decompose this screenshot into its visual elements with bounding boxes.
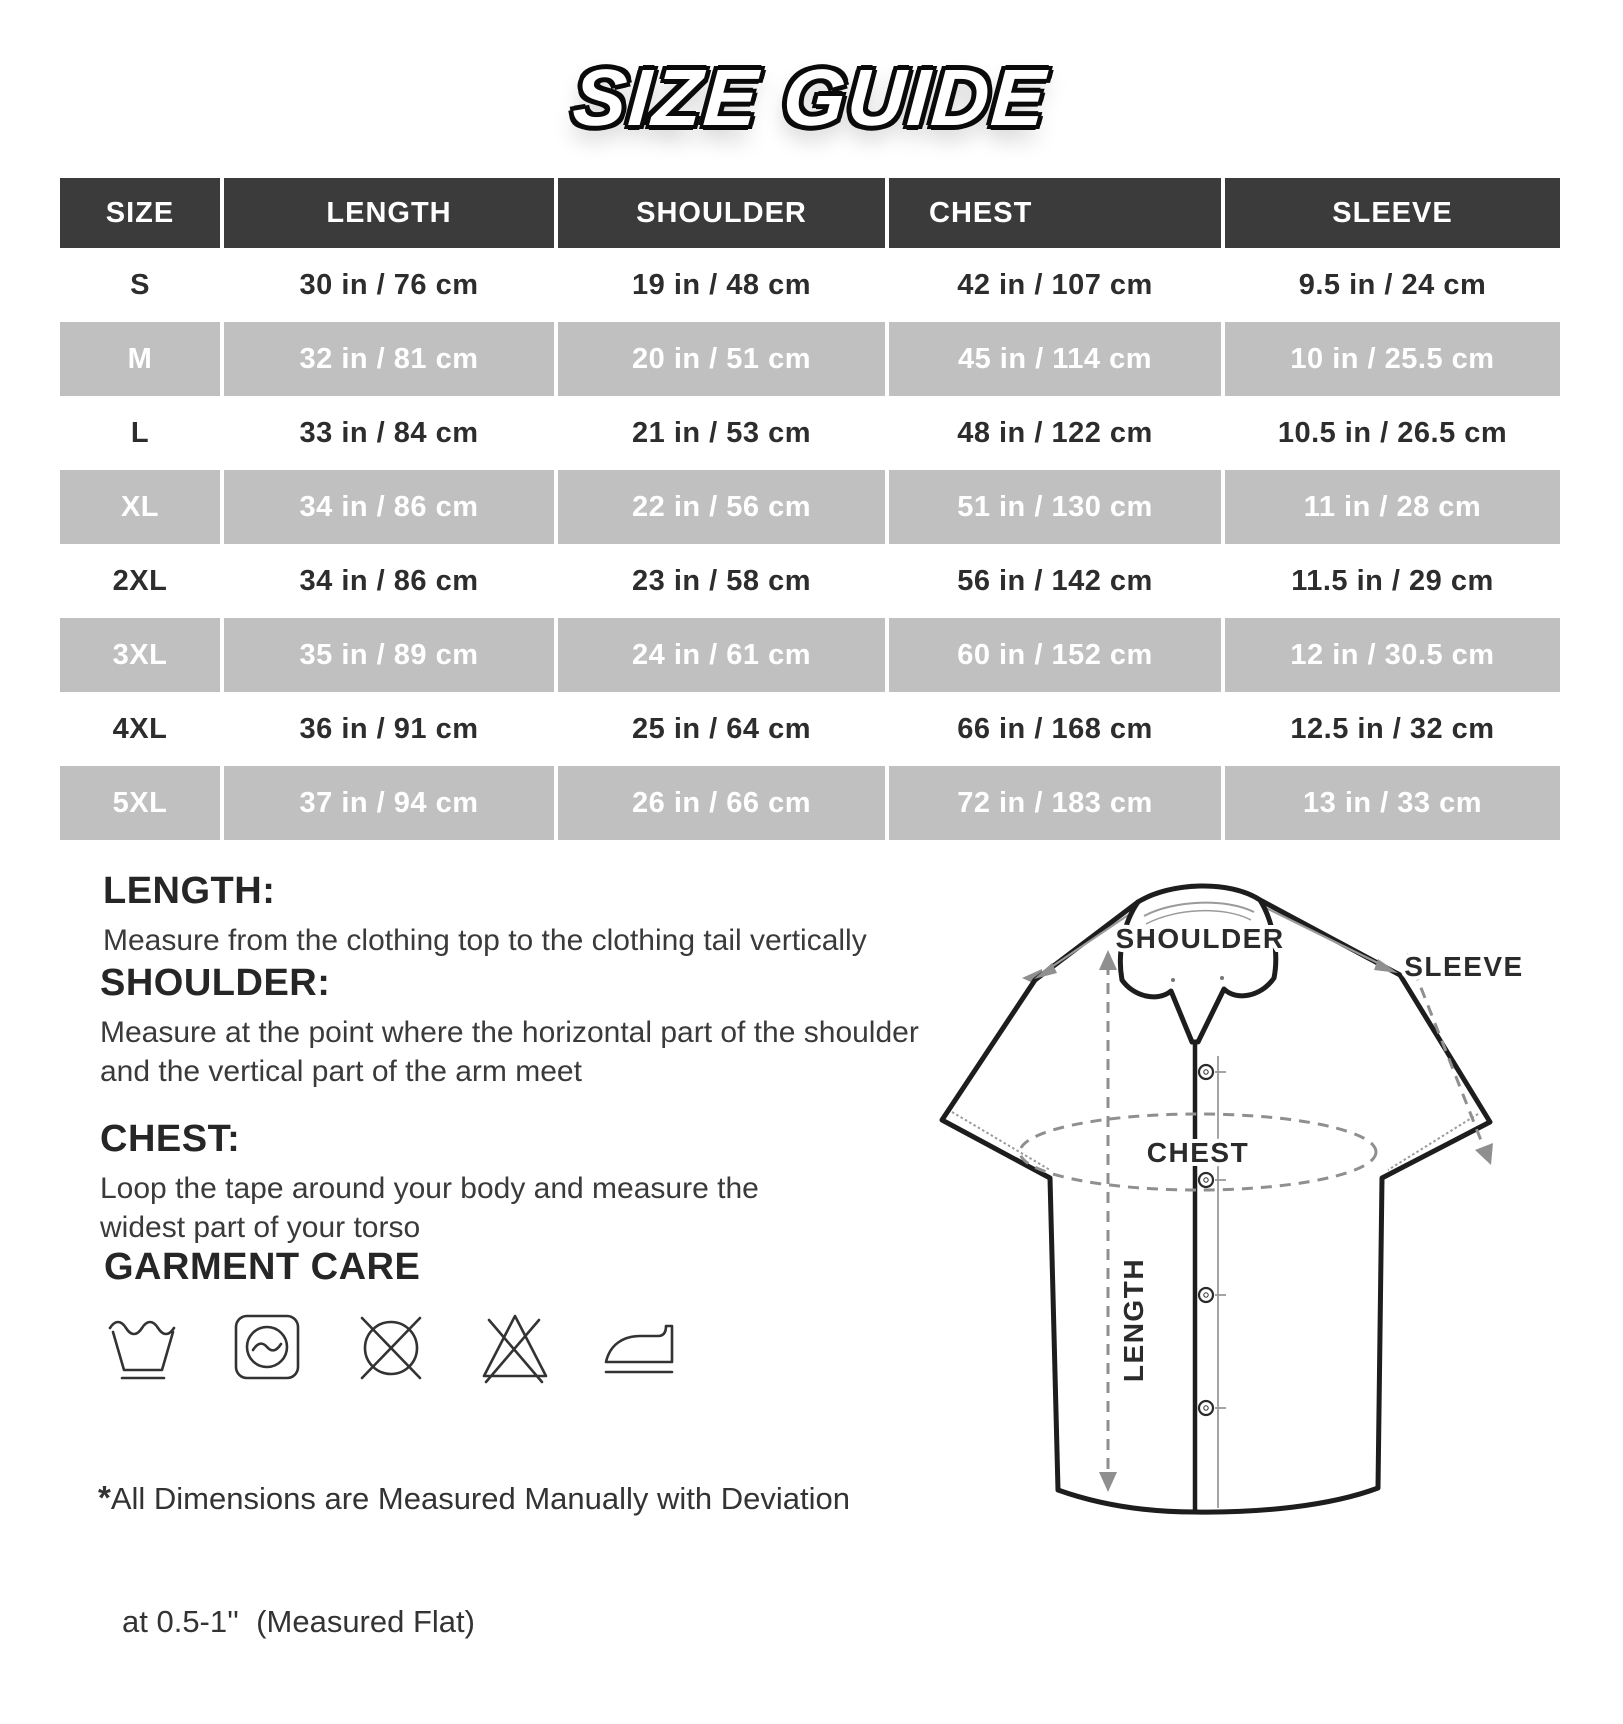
- cell-size: 3XL: [60, 618, 220, 692]
- cell-chest: 72 in / 183 cm: [889, 766, 1221, 840]
- cell-shoulder: 22 in / 56 cm: [558, 470, 885, 544]
- table-row: [60, 692, 1560, 766]
- cell-length: 34 in / 86 cm: [299, 564, 479, 597]
- sleeve-arrow-bottom: [1475, 1143, 1493, 1165]
- cell-size: 2XL: [112, 564, 168, 597]
- column-header-shoulder: SHOULDER: [558, 178, 885, 248]
- do-not-bleach-icon: [476, 1306, 556, 1390]
- cell-chest: 45 in / 114 cm: [889, 322, 1221, 396]
- section-length-heading: LENGTH:: [103, 870, 276, 912]
- table-row: [60, 396, 1560, 470]
- cell-sleeve: 12 in / 30.5 cm: [1225, 618, 1560, 692]
- cell-size: 4XL: [112, 712, 168, 745]
- cell-chest: 51 in / 130 cm: [889, 470, 1221, 544]
- disclaimer-star: *: [98, 1478, 111, 1516]
- section-chest: [100, 1118, 760, 1247]
- cell-sleeve: 12.5 in / 32 cm: [1290, 712, 1495, 745]
- cell-shoulder: 19 in / 48 cm: [632, 268, 811, 301]
- section-chest-heading: CHEST:: [100, 1118, 241, 1160]
- cell-chest: 48 in / 122 cm: [957, 416, 1153, 449]
- column-header-sleeve: SLEEVE: [1225, 178, 1560, 248]
- cell-length: 35 in / 89 cm: [224, 618, 554, 692]
- table-row: [60, 766, 1560, 840]
- cell-chest: 56 in / 142 cm: [957, 564, 1153, 597]
- cell-length: 36 in / 91 cm: [299, 712, 479, 745]
- cell-size: S: [130, 268, 150, 301]
- tumble-dry-icon: [228, 1306, 308, 1390]
- cell-sleeve: 13 in / 33 cm: [1225, 766, 1560, 840]
- cell-length: 33 in / 84 cm: [299, 416, 479, 449]
- cell-chest: 42 in / 107 cm: [957, 268, 1153, 301]
- cell-sleeve: 11 in / 28 cm: [1225, 470, 1560, 544]
- size-table-body: [60, 248, 1560, 840]
- cell-sleeve: 9.5 in / 24 cm: [1298, 268, 1487, 301]
- disclaimer-line2: at 0.5-1'' (Measured Flat): [122, 1603, 475, 1639]
- cell-sleeve: 11.5 in / 29 cm: [1291, 564, 1494, 597]
- column-header-length: LENGTH: [224, 178, 554, 248]
- table-row: [60, 618, 1560, 692]
- table-row: [60, 322, 1560, 396]
- cell-chest: 66 in / 168 cm: [957, 712, 1153, 745]
- iron-icon: [600, 1306, 680, 1390]
- cell-size: L: [130, 416, 150, 449]
- sleeve-label: SLEEVE: [1404, 951, 1524, 982]
- cell-size: M: [60, 322, 220, 396]
- disclaimer: [98, 1394, 998, 1724]
- chest-label: CHEST: [1146, 1137, 1250, 1168]
- shirt-diagram: [930, 860, 1570, 1560]
- section-shoulder: [100, 962, 940, 1091]
- table-row: [60, 470, 1560, 544]
- cell-shoulder: 24 in / 61 cm: [558, 618, 885, 692]
- column-header-chest: CHEST: [889, 178, 1221, 248]
- table-row: [60, 544, 1560, 618]
- section-chest-body: Loop the tape around your body and measure the widest part of your torso: [100, 1172, 759, 1244]
- page-title: SIZE GUIDE: [570, 53, 1050, 142]
- disclaimer-line1: All Dimensions are Measured Manually with Deviation: [110, 1480, 850, 1516]
- table-header-row: [60, 178, 1560, 248]
- size-table: [60, 178, 1560, 840]
- cell-shoulder: 26 in / 66 cm: [558, 766, 885, 840]
- cell-shoulder: 21 in / 53 cm: [632, 416, 811, 449]
- section-length-body: Measure from the clothing top to the clothing tail vertically: [103, 924, 867, 957]
- cell-shoulder: 25 in / 64 cm: [632, 712, 811, 745]
- cell-length: 32 in / 81 cm: [224, 322, 554, 396]
- length-label: LENGTH: [1118, 1257, 1149, 1383]
- garment-care-heading: GARMENT CARE: [104, 1246, 421, 1288]
- garment-care-icons: [104, 1306, 680, 1390]
- section-shoulder-heading: SHOULDER:: [100, 962, 331, 1004]
- cell-length: 37 in / 94 cm: [224, 766, 554, 840]
- cell-size: 5XL: [60, 766, 220, 840]
- cell-chest: 60 in / 152 cm: [889, 618, 1221, 692]
- gentle-wash-icon: [104, 1306, 184, 1390]
- section-shoulder-body: Measure at the point where the horizontal part of the shoulder and the vertical part of the arm meet: [100, 1016, 919, 1088]
- cell-length: 34 in / 86 cm: [224, 470, 554, 544]
- cell-shoulder: 23 in / 58 cm: [632, 564, 811, 597]
- do-not-dry-clean-icon: [352, 1306, 432, 1390]
- shoulder-label: SHOULDER: [1115, 923, 1285, 954]
- table-row: [60, 248, 1560, 322]
- cell-size: XL: [60, 470, 220, 544]
- column-header-size: SIZE: [60, 178, 220, 248]
- cell-sleeve: 10.5 in / 26.5 cm: [1277, 416, 1508, 449]
- cell-sleeve: 10 in / 25.5 cm: [1225, 322, 1560, 396]
- cell-length: 30 in / 76 cm: [299, 268, 479, 301]
- cell-shoulder: 20 in / 51 cm: [558, 322, 885, 396]
